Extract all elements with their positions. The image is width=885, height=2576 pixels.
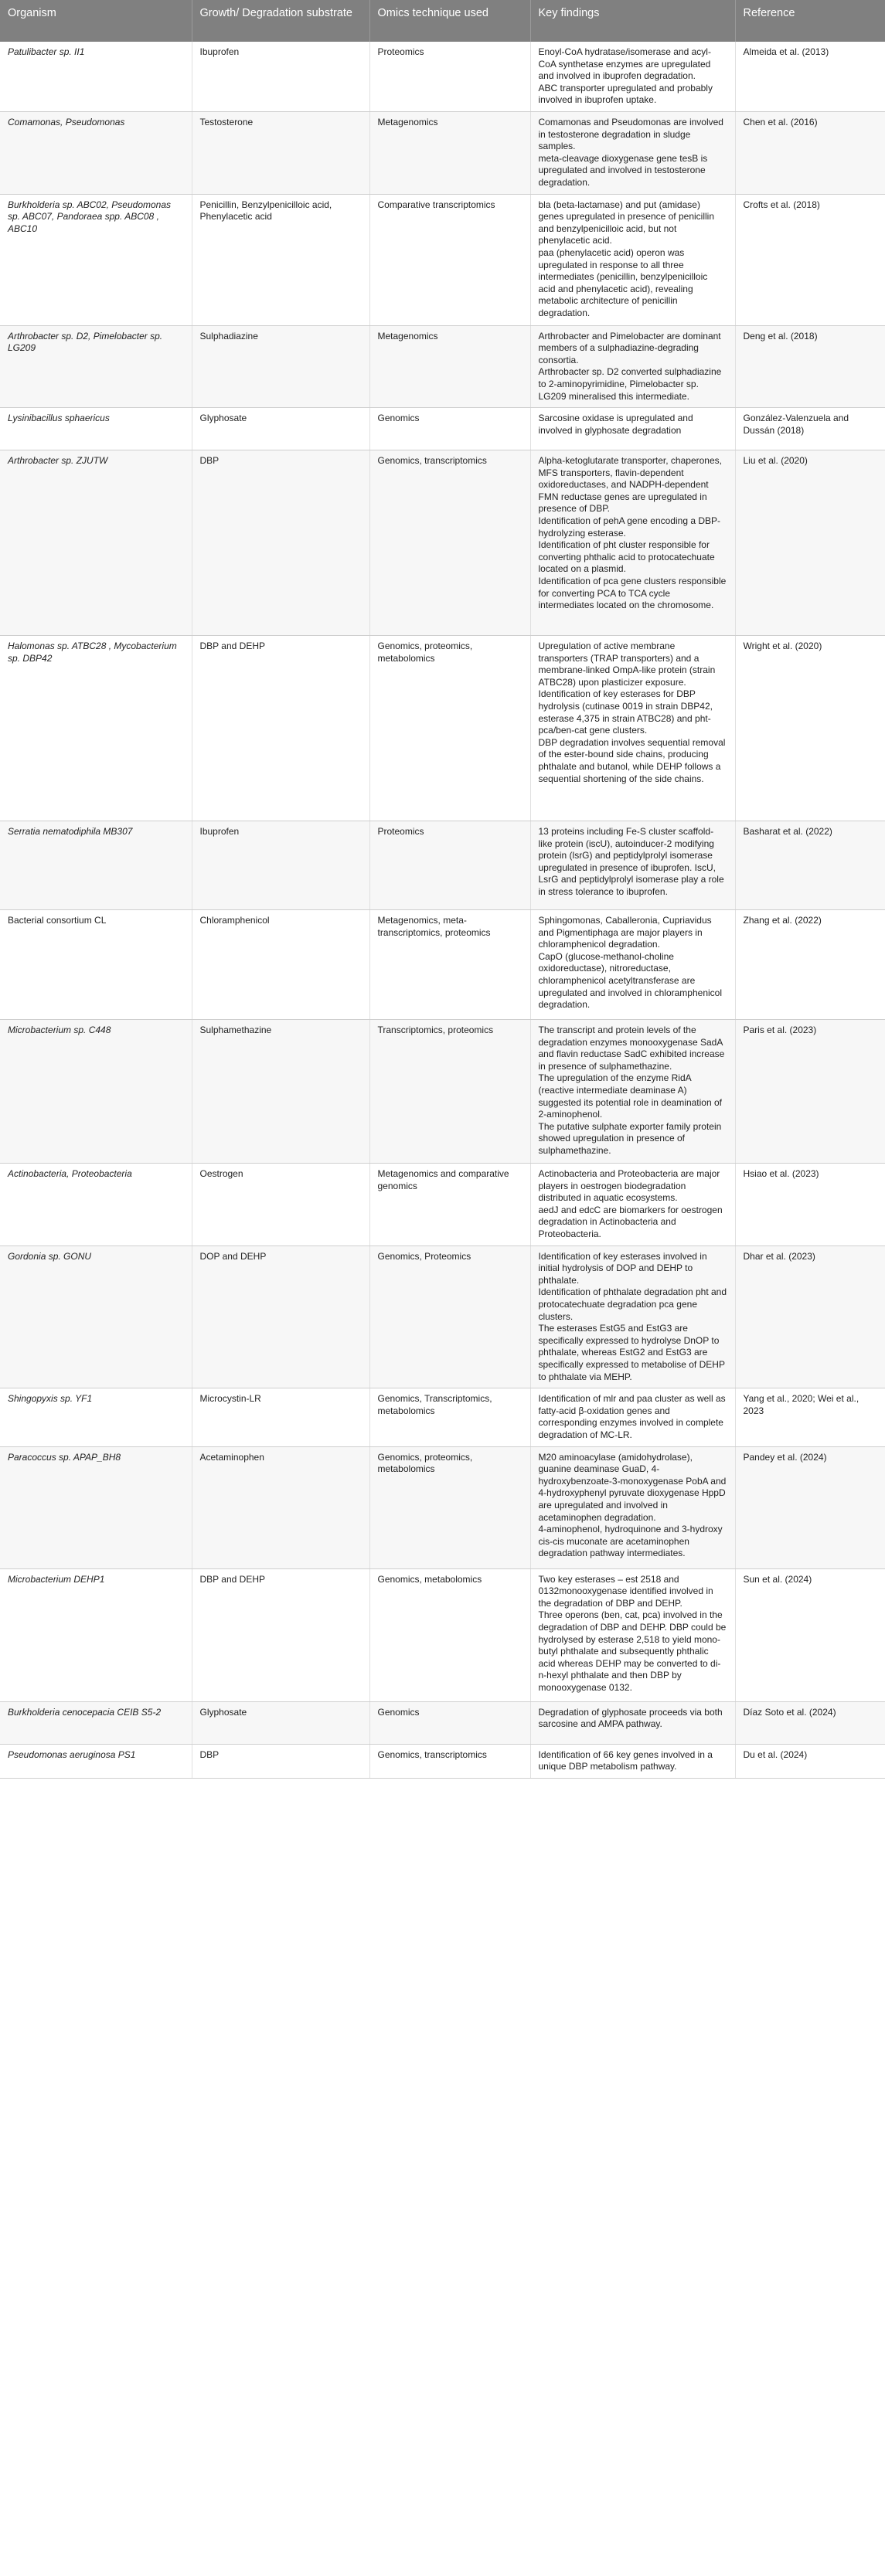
table-row [0, 910, 885, 1020]
finding-line: Identification of pht cluster responsible for converting phthalic acid to protocatechuate located on a plasmid. [538, 539, 715, 575]
omics-cell: Metagenomics and comparative genomics [369, 1164, 530, 1246]
findings-cell [530, 1568, 735, 1701]
organism-cell: Patulibacter sp. II1 [0, 42, 192, 111]
finding-line: aedJ and edcC are biomarkers for oestrogen degradation in Actinobacteria and Proteobacteria. [538, 1204, 723, 1240]
omics-cell: Genomics, metabolomics [369, 1568, 530, 1701]
organism-cell: Actinobacteria, Proteobacteria [0, 1164, 192, 1246]
reference-cell: Deng et al. (2018) [735, 325, 885, 408]
omics-cell: Metagenomics [369, 111, 530, 194]
organism-cell: Paracoccus sp. APAP_BH8 [0, 1446, 192, 1568]
organism-cell: Microbacterium sp. C448 [0, 1020, 192, 1164]
table-row [0, 194, 885, 325]
reference-cell: González-Valenzuela and Dussán (2018) [735, 408, 885, 450]
reference-cell: Almeida et al. (2013) [735, 42, 885, 111]
reference-cell: Crofts et al. (2018) [735, 194, 885, 325]
findings-cell [530, 1446, 735, 1568]
finding-line: The transcript and protein levels of the degradation enzymes monooxygenase SadA and flavin reductase SadC exhibited increase in presence of sulphamethazine. [538, 1025, 725, 1072]
findings-cell [530, 910, 735, 1020]
substrate-cell: Ibuprofen [192, 821, 369, 910]
substrate-cell: DOP and DEHP [192, 1246, 369, 1388]
table-row [0, 1246, 885, 1388]
substrate-cell: Microcystin-LR [192, 1388, 369, 1446]
substrate-cell: DBP and DEHP [192, 1568, 369, 1701]
header-substrate: Growth/ Degradation substrate [192, 0, 369, 42]
table-row [0, 636, 885, 821]
findings-cell [530, 194, 735, 325]
finding-line: Actinobacteria and Proteobacteria are major players in oestrogen biodegradation distributed in aquatic ecosystems. [538, 1168, 720, 1204]
finding-line: Identification of pca gene clusters responsible for converting PCA to TCA cycle intermediates located on the chromosome. [538, 576, 727, 611]
table-row [0, 325, 885, 408]
substrate-cell: DBP [192, 1744, 369, 1778]
header-row [0, 0, 885, 42]
reference-cell: Wright et al. (2020) [735, 636, 885, 821]
finding-line: Enoyl-CoA hydratase/isomerase and acyl-CoA synthetase enzymes are upregulated and involved in ibuprofen degradation. [538, 46, 711, 82]
table-row [0, 1568, 885, 1701]
substrate-cell: Oestrogen [192, 1164, 369, 1246]
table-row [0, 1701, 885, 1744]
omics-cell: Genomics, Proteomics [369, 1246, 530, 1388]
omics-cell: Genomics, transcriptomics [369, 1744, 530, 1778]
organism-cell: Arthrobacter sp. ZJUTW [0, 450, 192, 636]
header-organism: Organism [0, 0, 192, 42]
organism-cell: Comamonas, Pseudomonas [0, 111, 192, 194]
findings-cell [530, 325, 735, 408]
reference-cell: Liu et al. (2020) [735, 450, 885, 636]
finding-line: 4-aminophenol, hydroquinone and 3-hydroxy cis-cis muconate are acetaminophen degradation pathway intermediates. [538, 1524, 723, 1559]
header-omics: Omics technique used [369, 0, 530, 42]
reference-cell: Sun et al. (2024) [735, 1568, 885, 1701]
substrate-cell: Glyphosate [192, 408, 369, 450]
header-reference: Reference [735, 0, 885, 42]
substrate-cell: Sulphamethazine [192, 1020, 369, 1164]
organism-cell: Bacterial consortium CL [0, 910, 192, 1020]
substrate-cell: Ibuprofen [192, 42, 369, 111]
table-row [0, 42, 885, 111]
table-row [0, 450, 885, 636]
table-row [0, 821, 885, 910]
finding-line: Identification of mlr and paa cluster as well as fatty-acid β-oxidation genes and corresponding enzymes involved in complete degradation of MC-LR. [538, 1393, 726, 1440]
reference-cell: Pandey et al. (2024) [735, 1446, 885, 1568]
table-row [0, 111, 885, 194]
omics-cell: Genomics, proteomics, metabolomics [369, 636, 530, 821]
omics-cell: Proteomics [369, 42, 530, 111]
omics-cell: Genomics [369, 1701, 530, 1744]
header-findings: Key findings [530, 0, 735, 42]
finding-line: Alpha-ketoglutarate transporter, chaperones, MFS transporters, flavin-dependent oxidoreductases, and NADPH-dependent FMN reductase genes are upregulated in presence of DBP. [538, 455, 722, 515]
finding-line: Identification of phthalate degradation pht and protocatechuate degradation pca gene clusters. [538, 1286, 727, 1322]
findings-cell [530, 1246, 735, 1388]
findings-cell [530, 1701, 735, 1744]
finding-line: bla (beta-lactamase) and put (amidase) genes upregulated in presence of penicillin and benzylpenicilloic acid, but not phenylacetic acid. [538, 199, 714, 246]
finding-line: Identification of pehA gene encoding a DBP-hydrolyzing esterase. [538, 515, 720, 539]
finding-line: meta-cleavage dioxygenase gene tesB is upregulated and involved in testosterone degradation. [538, 152, 708, 188]
organism-cell: Arthrobacter sp. D2, Pimelobacter sp. LG209 [0, 325, 192, 408]
table-body [0, 42, 885, 1778]
omics-cell: Genomics [369, 408, 530, 450]
substrate-cell: DBP and DEHP [192, 636, 369, 821]
finding-line: Sarcosine oxidase is upregulated and involved in glyphosate degradation [538, 413, 693, 436]
finding-line: Two key esterases – est 2518 and 0132monooxygenase identified involved in the degradation of DBP and DEHP. [538, 1573, 713, 1609]
reference-cell: Yang et al., 2020; Wei et al., 2023 [735, 1388, 885, 1446]
organism-cell: Gordonia sp. GONU [0, 1246, 192, 1388]
organism-cell: Burkholderia cenocepacia CEIB S5-2 [0, 1701, 192, 1744]
substrate-cell: Glyphosate [192, 1701, 369, 1744]
substrate-cell: DBP [192, 450, 369, 636]
finding-line: The putative sulphate exporter family protein showed upregulation in presence of sulphamethazine. [538, 1120, 722, 1157]
organism-cell: Shingopyxis sp. YF1 [0, 1388, 192, 1446]
finding-line: Degradation of glyphosate proceeds via both sarcosine and AMPA pathway. [538, 1706, 723, 1730]
organism-cell: Microbacterium DEHP1 [0, 1568, 192, 1701]
table-row [0, 1388, 885, 1446]
findings-cell [530, 1388, 735, 1446]
reference-cell: Basharat et al. (2022) [735, 821, 885, 910]
reference-cell: Hsiao et al. (2023) [735, 1164, 885, 1246]
findings-cell [530, 42, 735, 111]
finding-line: CapO (glucose-methanol-choline oxidoreductase), nitroreductase, chloramphenicol acetyltransferase are upregulated and involved in chloramphenicol degradation. [538, 950, 722, 1011]
findings-cell [530, 1744, 735, 1778]
omics-cell: Proteomics [369, 821, 530, 910]
organism-cell: Burkholderia sp. ABC02, Pseudomonas sp. ABC07, Pandoraea spp. ABC08 , ABC10 [0, 194, 192, 325]
finding-line: Identification of key esterases involved in initial hydrolysis of DOP and DEHP to phthalate. [538, 1250, 707, 1286]
reference-cell: Díaz Soto et al. (2024) [735, 1701, 885, 1744]
organism-cell: Lysinibacillus sphaericus [0, 408, 192, 450]
substrate-cell: Sulphadiazine [192, 325, 369, 408]
table-row [0, 1744, 885, 1778]
findings-cell [530, 408, 735, 450]
organism-cell: Pseudomonas aeruginosa PS1 [0, 1744, 192, 1778]
finding-line: M20 aminoacylase (amidohydrolase), guanine deaminase GuaD, 4-hydroxybenzoate-3-monoxygenase PobA and 4-hydroxyphenyl pyruvate dioxygenase HppD are upregulated and involved in acetaminophen degradation. [538, 1451, 727, 1523]
reference-cell: Zhang et al. (2022) [735, 910, 885, 1020]
finding-line: The upregulation of the enzyme RidA (reactive intermediate deaminase A) suggested its potential role in deamination of 2-aminophenol. [538, 1072, 722, 1120]
finding-line: Upregulation of active membrane transporters (TRAP transporters) and a membrane-linked OmpA-like protein (strain ATBC28) upon plasticizer exposure. [538, 641, 716, 688]
substrate-cell: Penicillin, Benzylpenicilloic acid, Phenylacetic acid [192, 194, 369, 325]
table-row [0, 1446, 885, 1568]
omics-cell: Metagenomics, meta-transcriptomics, proteomics [369, 910, 530, 1020]
omics-cell: Genomics, Transcriptomics, metabolomics [369, 1388, 530, 1446]
table-row [0, 1164, 885, 1246]
finding-line: Sphingomonas, Caballeronia, Cupriavidus and Pigmentiphaga are major players in chloramphenicol degradation. [538, 915, 712, 950]
finding-line: Arthrobacter sp. D2 converted sulphadiazine to 2-aminopyrimidine, Pimelobacter sp. LG209 mineralised this intermediate. [538, 366, 722, 402]
findings-cell [530, 821, 735, 910]
reference-cell: Chen et al. (2016) [735, 111, 885, 194]
organism-cell: Halomonas sp. ATBC28 , Mycobacterium sp. DBP42 [0, 636, 192, 821]
table-row [0, 408, 885, 450]
findings-cell [530, 1020, 735, 1164]
finding-line: Comamonas and Pseudomonas are involved in testosterone degradation in sludge samples. [538, 116, 723, 152]
omics-cell: Comparative transcriptomics [369, 194, 530, 325]
finding-line: The esterases EstG5 and EstG3 are specifically expressed to hydrolyse DnOP to phthalate, whereas EstG2 and EstG3 are specifically expressed to metabolise of DEHP to phthalate via MEHP. [538, 1323, 725, 1382]
findings-cell [530, 636, 735, 821]
finding-line: Arthrobacter and Pimelobacter are dominant members of a sulphadiazine-degrading consortia. [538, 330, 721, 365]
omics-cell: Transcriptomics, proteomics [369, 1020, 530, 1164]
reference-cell: Paris et al. (2023) [735, 1020, 885, 1164]
organism-cell: Serratia nematodiphila MB307 [0, 821, 192, 910]
substrate-cell: Testosterone [192, 111, 369, 194]
findings-cell [530, 111, 735, 194]
finding-line: paa (phenylacetic acid) operon was upregulated in response to all three intermediates (penicillin, benzylpenicilloic acid and phenylacetic acid), revealing metabolic architecture of penicillin degradation. [538, 246, 708, 318]
finding-line: DBP degradation involves sequential removal of the ester-bound side chains, producing phthalate and butanol, while DEHP follows a sequential shortening of the side chains. [538, 736, 726, 784]
omics-cell: Genomics, transcriptomics [369, 450, 530, 636]
finding-line: Identification of key esterases for DBP hydrolysis (cutinase 0019 in strain DBP42, esterase 4,375 in strain ATBC28) and pht-pca/ben-cat gene clusters. [538, 688, 713, 736]
findings-cell [530, 1164, 735, 1246]
finding-line: Identification of 66 key genes involved in a unique DBP metabolism pathway. [538, 1748, 713, 1772]
omics-cell: Genomics, proteomics, metabolomics [369, 1446, 530, 1568]
reference-cell: Dhar et al. (2023) [735, 1246, 885, 1388]
substrate-cell: Chloramphenicol [192, 910, 369, 1020]
finding-line: 13 proteins including Fe-S cluster scaffold-like protein (iscU), autoinducer-2 modifying protein (lsrG) and peptidylprolyl isomerase upregulated in presence of ibuprofen. IscU, LsrG and peptidylprolyl isomerase play a role in stress tolerance to ibuprofen. [538, 826, 724, 898]
findings-cell [530, 450, 735, 636]
reference-cell: Du et al. (2024) [735, 1744, 885, 1778]
omics-cell: Metagenomics [369, 325, 530, 408]
substrate-cell: Acetaminophen [192, 1446, 369, 1568]
finding-line: ABC transporter upregulated and probably involved in ibuprofen uptake. [538, 82, 713, 106]
table-row [0, 1020, 885, 1164]
finding-line: Three operons (ben, cat, pca) involved in the degradation of DBP and DEHP. DBP could be hydrolysed by esterase 2,518 to yield mono-butyl phthalate and subsequently phthalic acid whereas DEHP may be converted to di-n-hexyl phthalate and then DBP by monooxygenase 0132. [538, 1609, 727, 1693]
